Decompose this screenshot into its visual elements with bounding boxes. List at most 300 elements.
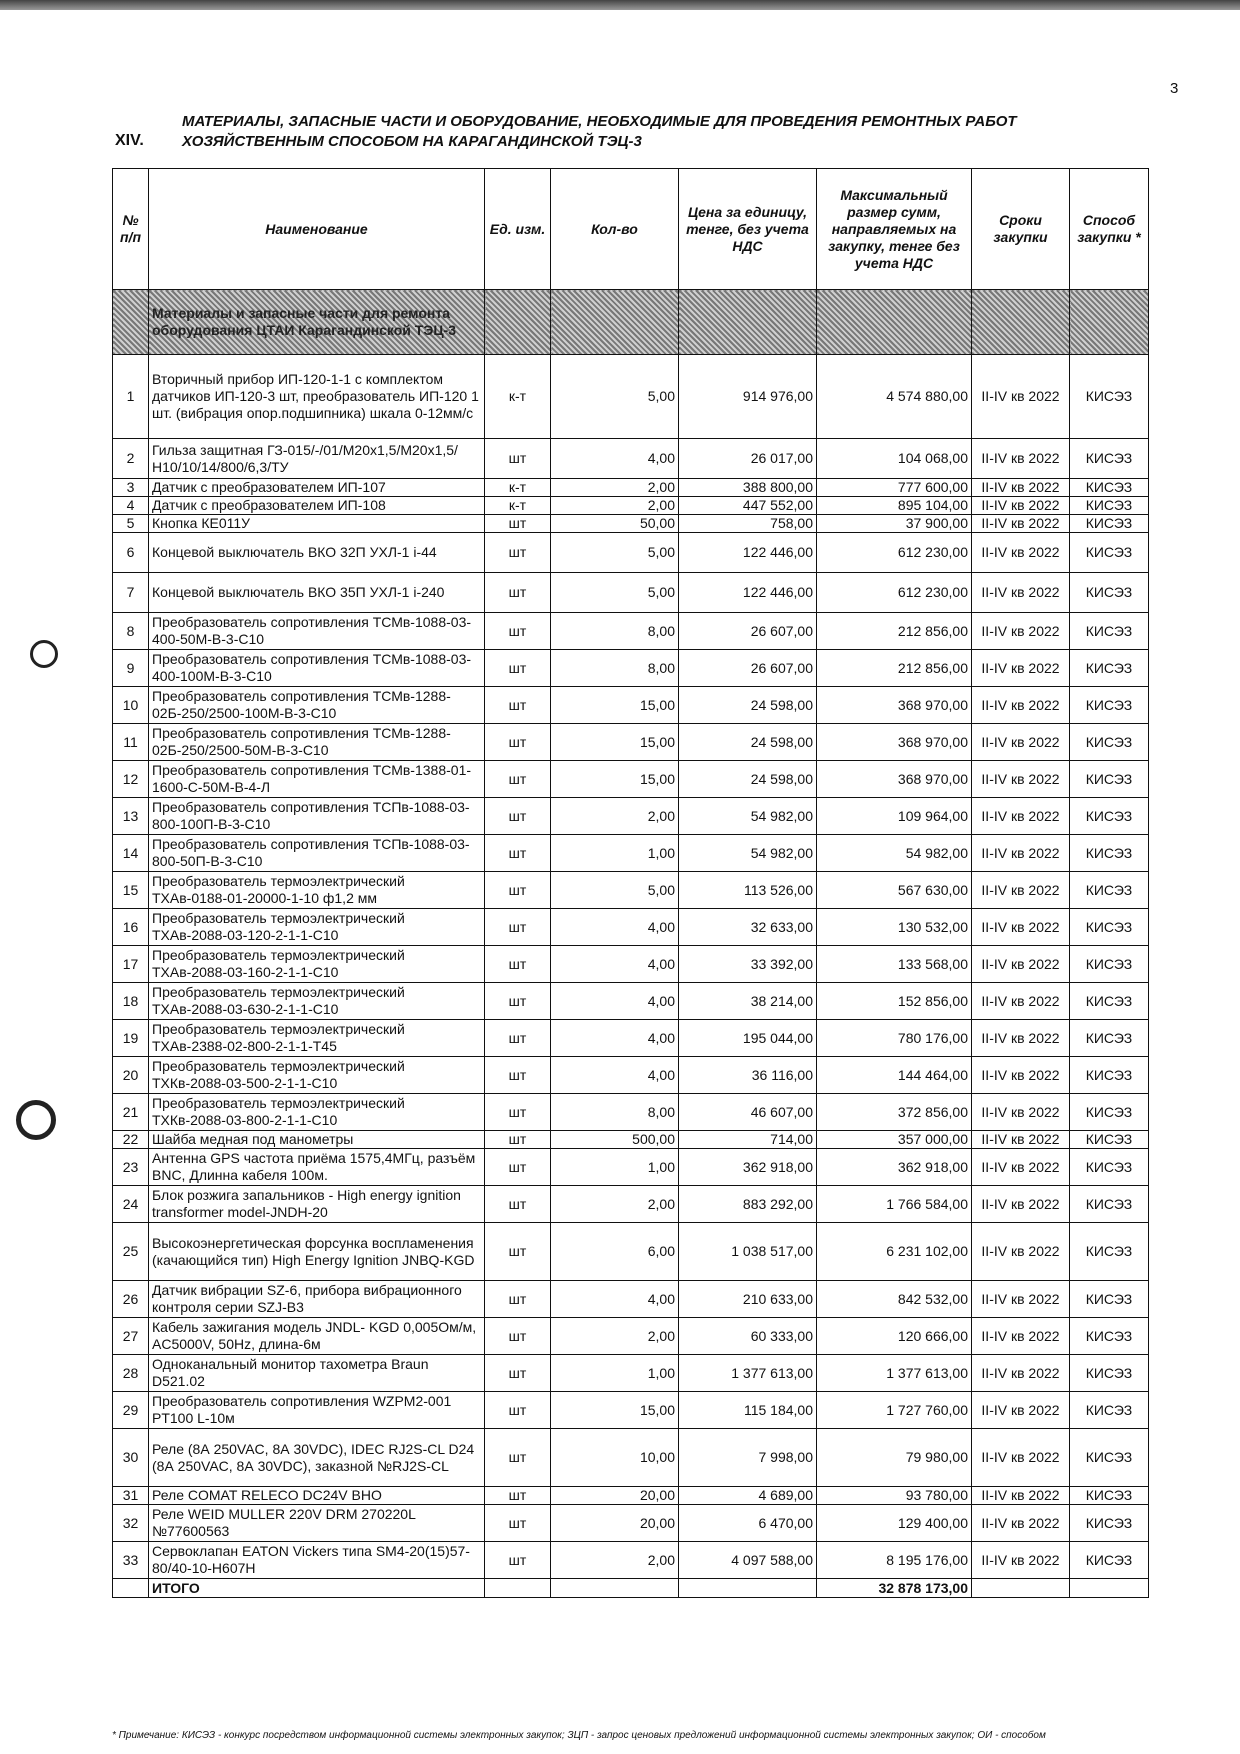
cell-price: 210 633,00 — [679, 1281, 817, 1318]
cell-no: 11 — [113, 724, 149, 761]
cell-no: 8 — [113, 613, 149, 650]
cell-max: 1 377 613,00 — [817, 1355, 972, 1392]
cell-term: II-IV кв 2022 — [972, 1281, 1070, 1318]
cell-method: КИСЭЗ — [1070, 835, 1149, 872]
cell-price: 758,00 — [679, 515, 817, 533]
table-row — [113, 1131, 1149, 1149]
cell-method: КИСЭЗ — [1070, 497, 1149, 515]
cell-max: 612 230,00 — [817, 533, 972, 573]
table-row — [113, 1281, 1149, 1318]
cell-unit: шт — [485, 761, 551, 798]
cell-term: II-IV кв 2022 — [972, 650, 1070, 687]
cell-max: 895 104,00 — [817, 497, 972, 515]
cell-qty: 2,00 — [551, 1542, 679, 1579]
cell-term: II-IV кв 2022 — [972, 1094, 1070, 1131]
cell-no: 23 — [113, 1149, 149, 1186]
cell-name: Реле COMAT RELECO DC24V BHO — [149, 1487, 485, 1505]
cell-unit: шт — [485, 1318, 551, 1355]
table-row — [113, 1542, 1149, 1579]
cell-price: 33 392,00 — [679, 946, 817, 983]
total-row — [113, 1579, 1149, 1598]
cell-method: КИСЭЗ — [1070, 1149, 1149, 1186]
cell-unit: шт — [485, 1223, 551, 1281]
cell-name: Блок розжига запальников - High energy ignition transformer model-JNDH-20 — [149, 1186, 485, 1223]
cell-price: 714,00 — [679, 1131, 817, 1149]
cell-max: 368 970,00 — [817, 687, 972, 724]
cell-price: 24 598,00 — [679, 761, 817, 798]
cell-unit: к-т — [485, 479, 551, 497]
header-term: Сроки закупки — [972, 169, 1070, 290]
table-row — [113, 355, 1149, 439]
cell-qty: 5,00 — [551, 573, 679, 613]
cell-unit: шт — [485, 872, 551, 909]
cell-price: 195 044,00 — [679, 1020, 817, 1057]
cell-unit: шт — [485, 1057, 551, 1094]
cell-unit: шт — [485, 573, 551, 613]
cell-qty: 6,00 — [551, 1223, 679, 1281]
cell-qty: 5,00 — [551, 533, 679, 573]
cell-term: II-IV кв 2022 — [972, 1429, 1070, 1487]
cell-max: 212 856,00 — [817, 613, 972, 650]
cell-unit: шт — [485, 650, 551, 687]
empty-cell — [679, 1579, 817, 1598]
cell-no: 31 — [113, 1487, 149, 1505]
header-name: Наименование — [149, 169, 485, 290]
footnote: * Примечание: КИСЭЗ - конкурс посредством информационной системы электронных закупок; ЗЦП - запрос ценовых предложений информационной системы электронных закупок; ОИ - способом — [112, 1730, 1046, 1741]
cell-name: Концевой выключатель ВКО 32П УХЛ-1 i-44 — [149, 533, 485, 573]
cell-term: II-IV кв 2022 — [972, 1149, 1070, 1186]
cell-method: КИСЭЗ — [1070, 650, 1149, 687]
cell-qty: 20,00 — [551, 1487, 679, 1505]
table-row — [113, 573, 1149, 613]
table-row — [113, 650, 1149, 687]
cell-term: II-IV кв 2022 — [972, 909, 1070, 946]
cell-no: 18 — [113, 983, 149, 1020]
cell-no: 32 — [113, 1505, 149, 1542]
cell-qty: 4,00 — [551, 1057, 679, 1094]
table-row — [113, 439, 1149, 479]
cell-method: КИСЭЗ — [1070, 1281, 1149, 1318]
cell-unit: шт — [485, 1149, 551, 1186]
cell-name: Преобразователь сопротивления ТСПв-1088-03-800-100П-В-3-С10 — [149, 798, 485, 835]
cell-price: 26 017,00 — [679, 439, 817, 479]
cell-max: 133 568,00 — [817, 946, 972, 983]
cell-name: Преобразователь термоэлектрический ТХАв-0188-01-20000-1-10 ф1,2 мм — [149, 872, 485, 909]
cell-price: 1 038 517,00 — [679, 1223, 817, 1281]
cell-qty: 4,00 — [551, 909, 679, 946]
cell-no: 2 — [113, 439, 149, 479]
cell-method: КИСЭЗ — [1070, 1318, 1149, 1355]
cell-price: 362 918,00 — [679, 1149, 817, 1186]
section-number: XIV. — [115, 132, 144, 149]
cell-no: 21 — [113, 1094, 149, 1131]
cell-max: 357 000,00 — [817, 1131, 972, 1149]
cell-method: КИСЭЗ — [1070, 1094, 1149, 1131]
cell-price: 26 607,00 — [679, 650, 817, 687]
cell-max: 152 856,00 — [817, 983, 972, 1020]
cell-method: КИСЭЗ — [1070, 798, 1149, 835]
cell-qty: 4,00 — [551, 439, 679, 479]
cell-qty: 4,00 — [551, 983, 679, 1020]
cell-price: 32 633,00 — [679, 909, 817, 946]
section-row — [113, 290, 1149, 355]
cell-no: 10 — [113, 687, 149, 724]
cell-unit: к-т — [485, 355, 551, 439]
cell-method: КИСЭЗ — [1070, 1355, 1149, 1392]
cell-method: КИСЭЗ — [1070, 1020, 1149, 1057]
cell-max: 144 464,00 — [817, 1057, 972, 1094]
cell-unit: шт — [485, 533, 551, 573]
cell-term: II-IV кв 2022 — [972, 1318, 1070, 1355]
cell-price: 122 446,00 — [679, 573, 817, 613]
cell-name: Антенна GPS частота приёма 1575,4МГц, разъём BNC, Длинна кабеля 100м. — [149, 1149, 485, 1186]
cell-no: 9 — [113, 650, 149, 687]
cell-term: II-IV кв 2022 — [972, 1487, 1070, 1505]
cell-max: 37 900,00 — [817, 515, 972, 533]
table-row — [113, 1020, 1149, 1057]
cell-method: КИСЭЗ — [1070, 1505, 1149, 1542]
cell-term: II-IV кв 2022 — [972, 1505, 1070, 1542]
table-row — [113, 872, 1149, 909]
cell-no: 24 — [113, 1186, 149, 1223]
cell-term: II-IV кв 2022 — [972, 724, 1070, 761]
cell-no: 25 — [113, 1223, 149, 1281]
table-row — [113, 1355, 1149, 1392]
cell-unit: шт — [485, 613, 551, 650]
cell-price: 36 116,00 — [679, 1057, 817, 1094]
cell-price: 24 598,00 — [679, 724, 817, 761]
cell-unit: шт — [485, 1131, 551, 1149]
cell-method: КИСЭЗ — [1070, 761, 1149, 798]
cell-max: 4 574 880,00 — [817, 355, 972, 439]
cell-unit: шт — [485, 835, 551, 872]
cell-qty: 8,00 — [551, 650, 679, 687]
cell-price: 388 800,00 — [679, 479, 817, 497]
cell-unit: шт — [485, 909, 551, 946]
cell-name: Реле WEID MULLER 220V DRM 270220L №77600563 — [149, 1505, 485, 1542]
cell-term: II-IV кв 2022 — [972, 1223, 1070, 1281]
cell-method: КИСЭЗ — [1070, 1186, 1149, 1223]
cell-qty: 1,00 — [551, 1355, 679, 1392]
cell-qty: 8,00 — [551, 1094, 679, 1131]
cell-no: 5 — [113, 515, 149, 533]
cell-method: КИСЭЗ — [1070, 687, 1149, 724]
cell-term: II-IV кв 2022 — [972, 1057, 1070, 1094]
cell-name: Датчик вибрации SZ-6, прибора вибрационного контроля серии SZJ-B3 — [149, 1281, 485, 1318]
cell-price: 113 526,00 — [679, 872, 817, 909]
cell-no: 16 — [113, 909, 149, 946]
cell-max: 612 230,00 — [817, 573, 972, 613]
cell-max: 1 727 760,00 — [817, 1392, 972, 1429]
cell-qty: 2,00 — [551, 479, 679, 497]
cell-no: 3 — [113, 479, 149, 497]
cell-qty: 4,00 — [551, 1281, 679, 1318]
table-body — [113, 290, 1149, 1598]
cell-no: 1 — [113, 355, 149, 439]
cell-name: Преобразователь сопротивления ТСМв-1088-03-400-50М-В-3-С10 — [149, 613, 485, 650]
cell-name: Вторичный прибор ИП-120-1-1 с комплектом датчиков ИП-120-3 шт, преобразователь ИП-120 1 шт. (вибрация опор.подшипника) шкала 0-12мм/с — [149, 355, 485, 439]
cell-qty: 1,00 — [551, 1149, 679, 1186]
cell-name: Кабель зажигания модель JNDL- KGD 0,005Ом/м, AC5000V, 50Hz, длина-6м — [149, 1318, 485, 1355]
cell-qty: 1,00 — [551, 835, 679, 872]
cell-name: Преобразователь сопротивления WZPM2-001 PT100 L-10м — [149, 1392, 485, 1429]
cell-name: Преобразователь термоэлектрический ТХКв-2088-03-800-2-1-1-С10 — [149, 1094, 485, 1131]
empty-cell — [551, 1579, 679, 1598]
cell-name: Гильза защитная ГЗ-015/-/01/М20х1,5/М20х1,5/Н10/10/14/800/6,3/ТУ — [149, 439, 485, 479]
header-unit: Ед. изм. — [485, 169, 551, 290]
cell-name: Преобразователь термоэлектрический ТХАв-2388-02-800-2-1-1-Т45 — [149, 1020, 485, 1057]
cell-term: II-IV кв 2022 — [972, 872, 1070, 909]
cell-name: Высокоэнергетическая форсунка воспламенения (качающийся тип) High Energy Ignition JNBQ-KGD — [149, 1223, 485, 1281]
cell-method: КИСЭЗ — [1070, 613, 1149, 650]
cell-unit: шт — [485, 1020, 551, 1057]
scan-top-edge — [0, 0, 1240, 10]
cell-no: 28 — [113, 1355, 149, 1392]
cell-qty: 15,00 — [551, 761, 679, 798]
table-row — [113, 724, 1149, 761]
table-row — [113, 761, 1149, 798]
table-row — [113, 835, 1149, 872]
cell-no: 30 — [113, 1429, 149, 1487]
cell-max: 1 766 584,00 — [817, 1186, 972, 1223]
cell-qty: 15,00 — [551, 724, 679, 761]
cell-term: II-IV кв 2022 — [972, 355, 1070, 439]
cell-qty: 2,00 — [551, 798, 679, 835]
cell-method: КИСЭЗ — [1070, 724, 1149, 761]
cell-no: 6 — [113, 533, 149, 573]
cell-price: 883 292,00 — [679, 1186, 817, 1223]
header-max-sum: Максимальный размер сумм, направляемых на закупку, тенге без учета НДС — [817, 169, 972, 290]
cell-max: 780 176,00 — [817, 1020, 972, 1057]
cell-max: 54 982,00 — [817, 835, 972, 872]
cell-price: 1 377 613,00 — [679, 1355, 817, 1392]
cell-unit: шт — [485, 1429, 551, 1487]
cell-qty: 10,00 — [551, 1429, 679, 1487]
cell-no: 17 — [113, 946, 149, 983]
cell-unit: шт — [485, 1094, 551, 1131]
cell-method: КИСЭЗ — [1070, 1057, 1149, 1094]
empty-cell — [1070, 1579, 1149, 1598]
materials-table — [112, 168, 1149, 1598]
cell-term: II-IV кв 2022 — [972, 439, 1070, 479]
title-line: ХОЗЯЙСТВЕННЫМ СПОСОБОМ НА КАРАГАНДИНСКОЙ ТЭЦ-3 — [182, 133, 642, 150]
cell-term: II-IV кв 2022 — [972, 573, 1070, 613]
cell-method: КИСЭЗ — [1070, 872, 1149, 909]
cell-term: II-IV кв 2022 — [972, 1131, 1070, 1149]
table-row — [113, 909, 1149, 946]
table-row — [113, 798, 1149, 835]
cell-method: КИСЭЗ — [1070, 515, 1149, 533]
cell-name: Преобразователь сопротивления ТСПв-1088-03-800-50П-В-3-С10 — [149, 835, 485, 872]
cell-qty: 500,00 — [551, 1131, 679, 1149]
cell-name: Сервоклапан EATON Vickers типа SM4-20(15)57-80/40-10-H607H — [149, 1542, 485, 1579]
table-row — [113, 1318, 1149, 1355]
table-header-row — [113, 169, 1149, 290]
cell-unit: шт — [485, 1487, 551, 1505]
header-price: Цена за единицу, тенге, без учета НДС — [679, 169, 817, 290]
cell-no: 19 — [113, 1020, 149, 1057]
cell-name: Преобразователь сопротивления ТСМв-1288-02Б-250/2500-50М-В-3-С10 — [149, 724, 485, 761]
cell-qty: 2,00 — [551, 1318, 679, 1355]
table-row — [113, 613, 1149, 650]
header-qty: Кол-во — [551, 169, 679, 290]
cell-method: КИСЭЗ — [1070, 909, 1149, 946]
cell-name: Реле (8А 250VAC, 8А 30VDC), IDEC RJ2S-CL D24 (8А 250VAC, 8А 30VDC), заказной №RJ2S-CL — [149, 1429, 485, 1487]
cell-price: 60 333,00 — [679, 1318, 817, 1355]
cell-name: Преобразователь термоэлектрический ТХАв-2088-03-630-2-1-1-С10 — [149, 983, 485, 1020]
cell-name: Кнопка КЕ011У — [149, 515, 485, 533]
cell-price: 38 214,00 — [679, 983, 817, 1020]
cell-term: II-IV кв 2022 — [972, 479, 1070, 497]
cell-name: Преобразователь сопротивления ТСМв-1088-03-400-100М-В-3-С10 — [149, 650, 485, 687]
punch-hole-mark — [30, 640, 58, 668]
cell-price: 26 607,00 — [679, 613, 817, 650]
cell-term: II-IV кв 2022 — [972, 687, 1070, 724]
page-number: 3 — [1170, 80, 1179, 97]
cell-qty: 15,00 — [551, 1392, 679, 1429]
cell-name: Преобразователь термоэлектрический ТХАв-2088-03-120-2-1-1-С10 — [149, 909, 485, 946]
table-row — [113, 1094, 1149, 1131]
cell-method: КИСЭЗ — [1070, 439, 1149, 479]
cell-method: КИСЭЗ — [1070, 355, 1149, 439]
table-row — [113, 497, 1149, 515]
cell-method: КИСЭЗ — [1070, 1392, 1149, 1429]
cell-price: 122 446,00 — [679, 533, 817, 573]
header-method: Способ закупки * — [1070, 169, 1149, 290]
cell-term: II-IV кв 2022 — [972, 1392, 1070, 1429]
table-row — [113, 983, 1149, 1020]
cell-name: Преобразователь сопротивления ТСМв-1288-02Б-250/2500-100М-В-3-С10 — [149, 687, 485, 724]
empty-cell — [485, 1579, 551, 1598]
cell-method: КИСЭЗ — [1070, 479, 1149, 497]
cell-max: 777 600,00 — [817, 479, 972, 497]
cell-method: КИСЭЗ — [1070, 533, 1149, 573]
cell-term: II-IV кв 2022 — [972, 983, 1070, 1020]
cell-name: Концевой выключатель ВКО 35П УХЛ-1 i-240 — [149, 573, 485, 613]
header-no: № п/п — [113, 169, 149, 290]
cell-unit: шт — [485, 515, 551, 533]
cell-term: II-IV кв 2022 — [972, 1355, 1070, 1392]
cell-term: II-IV кв 2022 — [972, 798, 1070, 835]
empty-cell — [972, 1579, 1070, 1598]
cell-price: 115 184,00 — [679, 1392, 817, 1429]
cell-term: II-IV кв 2022 — [972, 1186, 1070, 1223]
cell-no: 26 — [113, 1281, 149, 1318]
empty-cell — [113, 1579, 149, 1598]
cell-no: 13 — [113, 798, 149, 835]
page-title — [182, 112, 1062, 152]
cell-term: II-IV кв 2022 — [972, 497, 1070, 515]
cell-term: II-IV кв 2022 — [972, 761, 1070, 798]
cell-unit: шт — [485, 1542, 551, 1579]
table-row — [113, 479, 1149, 497]
cell-no: 29 — [113, 1392, 149, 1429]
cell-max: 212 856,00 — [817, 650, 972, 687]
table-row — [113, 1505, 1149, 1542]
cell-max: 130 532,00 — [817, 909, 972, 946]
cell-max: 6 231 102,00 — [817, 1223, 972, 1281]
cell-max: 120 666,00 — [817, 1318, 972, 1355]
cell-price: 54 982,00 — [679, 835, 817, 872]
cell-max: 368 970,00 — [817, 761, 972, 798]
cell-no: 33 — [113, 1542, 149, 1579]
cell-unit: шт — [485, 946, 551, 983]
table-row — [113, 1223, 1149, 1281]
cell-no: 22 — [113, 1131, 149, 1149]
cell-term: II-IV кв 2022 — [972, 946, 1070, 983]
cell-no: 4 — [113, 497, 149, 515]
cell-term: II-IV кв 2022 — [972, 613, 1070, 650]
cell-qty: 20,00 — [551, 1505, 679, 1542]
cell-unit: шт — [485, 687, 551, 724]
table-row — [113, 1057, 1149, 1094]
cell-price: 4 689,00 — [679, 1487, 817, 1505]
cell-method: КИСЭЗ — [1070, 573, 1149, 613]
cell-method: КИСЭЗ — [1070, 1131, 1149, 1149]
cell-name: Одноканальный монитор тахометра Braun D521.02 — [149, 1355, 485, 1392]
cell-qty: 50,00 — [551, 515, 679, 533]
cell-name: Датчик с преобразователем ИП-107 — [149, 479, 485, 497]
cell-qty: 8,00 — [551, 613, 679, 650]
cell-qty: 2,00 — [551, 497, 679, 515]
cell-max: 104 068,00 — [817, 439, 972, 479]
table-row — [113, 946, 1149, 983]
cell-qty: 4,00 — [551, 1020, 679, 1057]
cell-method: КИСЭЗ — [1070, 1487, 1149, 1505]
cell-max: 8 195 176,00 — [817, 1542, 972, 1579]
cell-max: 109 964,00 — [817, 798, 972, 835]
cell-method: КИСЭЗ — [1070, 1429, 1149, 1487]
cell-term: II-IV кв 2022 — [972, 1542, 1070, 1579]
cell-price: 46 607,00 — [679, 1094, 817, 1131]
table-row — [113, 1149, 1149, 1186]
cell-term: II-IV кв 2022 — [972, 835, 1070, 872]
cell-name: Преобразователь сопротивления ТСМв-1388-01-1600-С-50М-В-4-Л — [149, 761, 485, 798]
cell-name: Шайба медная под манометры — [149, 1131, 485, 1149]
table-row — [113, 1186, 1149, 1223]
cell-max: 567 630,00 — [817, 872, 972, 909]
table-row — [113, 1392, 1149, 1429]
cell-qty: 2,00 — [551, 1186, 679, 1223]
section-title: Материалы и запасные части для ремонта оборудования ЦТАИ Карагандинской ТЭЦ-3 — [149, 290, 485, 355]
cell-qty: 5,00 — [551, 355, 679, 439]
punch-hole-mark — [16, 1100, 56, 1140]
cell-price: 4 097 588,00 — [679, 1542, 817, 1579]
cell-price: 914 976,00 — [679, 355, 817, 439]
cell-name: Преобразователь термоэлектрический ТХКв-2088-03-500-2-1-1-С10 — [149, 1057, 485, 1094]
cell-unit: шт — [485, 1355, 551, 1392]
cell-no: 20 — [113, 1057, 149, 1094]
cell-no: 15 — [113, 872, 149, 909]
total-value: 32 878 173,00 — [817, 1579, 972, 1598]
title-line: МАТЕРИАЛЫ, ЗАПАСНЫЕ ЧАСТИ И ОБОРУДОВАНИЕ, НЕОБХОДИМЫЕ ДЛЯ ПРОВЕДЕНИЯ РЕМОНТНЫХ РАБОТ — [182, 113, 1017, 130]
cell-unit: шт — [485, 983, 551, 1020]
cell-no: 12 — [113, 761, 149, 798]
cell-max: 79 980,00 — [817, 1429, 972, 1487]
cell-max: 372 856,00 — [817, 1094, 972, 1131]
cell-name: Преобразователь термоэлектрический ТХАв-2088-03-160-2-1-1-С10 — [149, 946, 485, 983]
cell-price: 7 998,00 — [679, 1429, 817, 1487]
cell-no: 27 — [113, 1318, 149, 1355]
cell-qty: 5,00 — [551, 872, 679, 909]
cell-unit: шт — [485, 798, 551, 835]
cell-unit: шт — [485, 439, 551, 479]
cell-price: 24 598,00 — [679, 687, 817, 724]
cell-unit: шт — [485, 724, 551, 761]
table-row — [113, 1429, 1149, 1487]
table-row — [113, 515, 1149, 533]
total-label: ИТОГО — [149, 1579, 485, 1598]
